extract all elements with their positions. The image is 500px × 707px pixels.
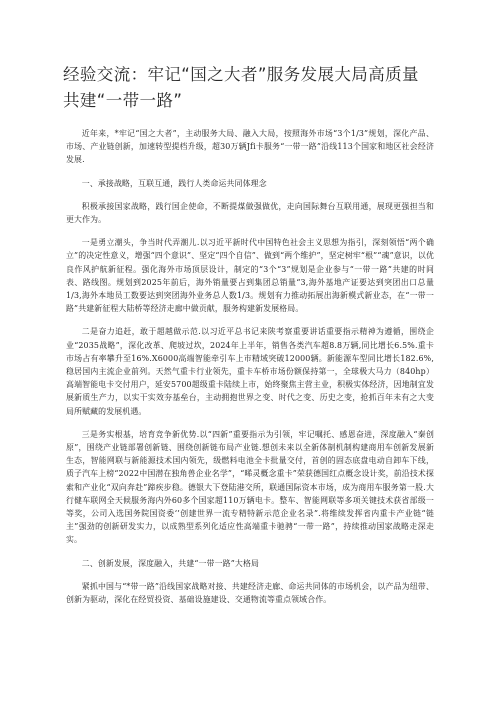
document-body [66, 127, 434, 606]
section-2-intro-paragraph: 紧抓中国与“*带一路”沿线国家战略对接、共建经济走廊、命运共同体的市场机会，以产品为纽带、创新为驱动，深化在经贸投资、基础设施建设、交通物流等重点领域合作。 [66, 581, 434, 605]
title-line-2: 共建“一带一路” [63, 91, 183, 110]
section-1-intro-paragraph: 积极承接国家战略，践行国企使命，不断提煤做强做优，走向国际舞台互联用通，展现更强担当和更大作为。 [66, 201, 434, 225]
point-2-paragraph: 二是奋力追赶，敢于超越做示范.以习近平总书记来陕考察重要讲话重要指示精神为遵循，围绕企业“2035战略”，深化改革、爬坡过坎，2024年上半年，销售各类汽车超8.8万辆,同比增长6.5%.重卡市场占有率攀升至16%.X6000高端智能牵引车上市精域突破12000辆。新能源车型同比增长182.6%,稳居国内主流企业前列。天然气重卡行业领先，重卡车桥市场份额保持第一，全球极大马力（840hp）高端智能电卡交付用户，延安5700超级重卡陆续上市，始终聚焦主营主业，积极实体经济，因地制宜发展新质生产力，以实干实效夯基垒台，主动拥抱世界之变、时代之变、历史之变，抢抓百年未有之大变局所赋藏的发展机遇。 [66, 327, 434, 416]
intro-paragraph: 近年来，*牢记“国之大者”，主动服务大局、融入大局，按照海外市场“3个1/3”规划，深化产品、市场、产业链创新，加速转型提档升级，超30万辆Jfi卡服务“一带一路”沿线113个国家和地区社会经济发展. [66, 129, 434, 165]
title-line-1: 经验交流：牢记“国之大者”服务发展大局高质量 [63, 65, 419, 84]
section-heading-1: 一、承接战略，互联互通，践行人类命运共同体理念 [81, 178, 267, 188]
document-title [63, 62, 434, 114]
point-3-paragraph: 三是务实根基，培育竞争新优势.以“四新”重要指示为引领，牢记嘱托、感恩奋进，深度融入“秦创原”，围绕产业链部署创新链、围绕创新链布局产业链.想创未来以全新体制机制构建商用车创新发展新生态，智能网联与新能源技术国内领先，级燃料电池全卡批量交付，首创的固态底盘电动自卸车下线，质子汽车上榜“2022中国潜在独角兽企业名学”，“晞灵概念重卡”荣获德国红点概念设计奖，前沿技术探索和产业化“双向奔赴”蹄疾步稳。德银大下登陆港交所，联通国际资本市场，成为商用车服务第一股.大行健车联网全天候服务海内外60多个国家超110万辆电卡。整车、智能网联等多项关键技术获省部级一等奖，公司入选国务院国资委‘’创建世界一流专精特新示范企业名录”.将维续发挥省内重卡产业链“链主”强劲的创新研发实力，以成熟型系列化适应性高端重卡驰骋“一带一路”，持续推动国家战略走深走实。 [66, 429, 434, 545]
section-heading-2: 二、创新发展，深度融入，共建“一带一路”大格局 [81, 558, 260, 568]
point-1-paragraph: 一是勇立潮头，争当时代弄潮儿.以习近平新时代中国特色社会主义思想为指引，深刻领悟“两个确立”的决定性意义，增强“四个意识”、坚定“四个自信”、做到“两个维护”，坚定树牢“根”“魂”意识，以优良作风护航新征程。强化海外市场顶层设计，制定的“3个“3”规划是企业参与“一带一路”共建的时间表、路线图。规划到2025年前后，海外销量要占到集团总销量“3,海外基地产证要达到突团出口总量1/3,海外本地员工数要达到突团海外业务总人数1/3。规划有力推动拓展出海新模式新业态，在“一带一路”共建新征程大陆桥等经济走廊中做贡献，服务构建新发展格局。 [66, 238, 434, 314]
